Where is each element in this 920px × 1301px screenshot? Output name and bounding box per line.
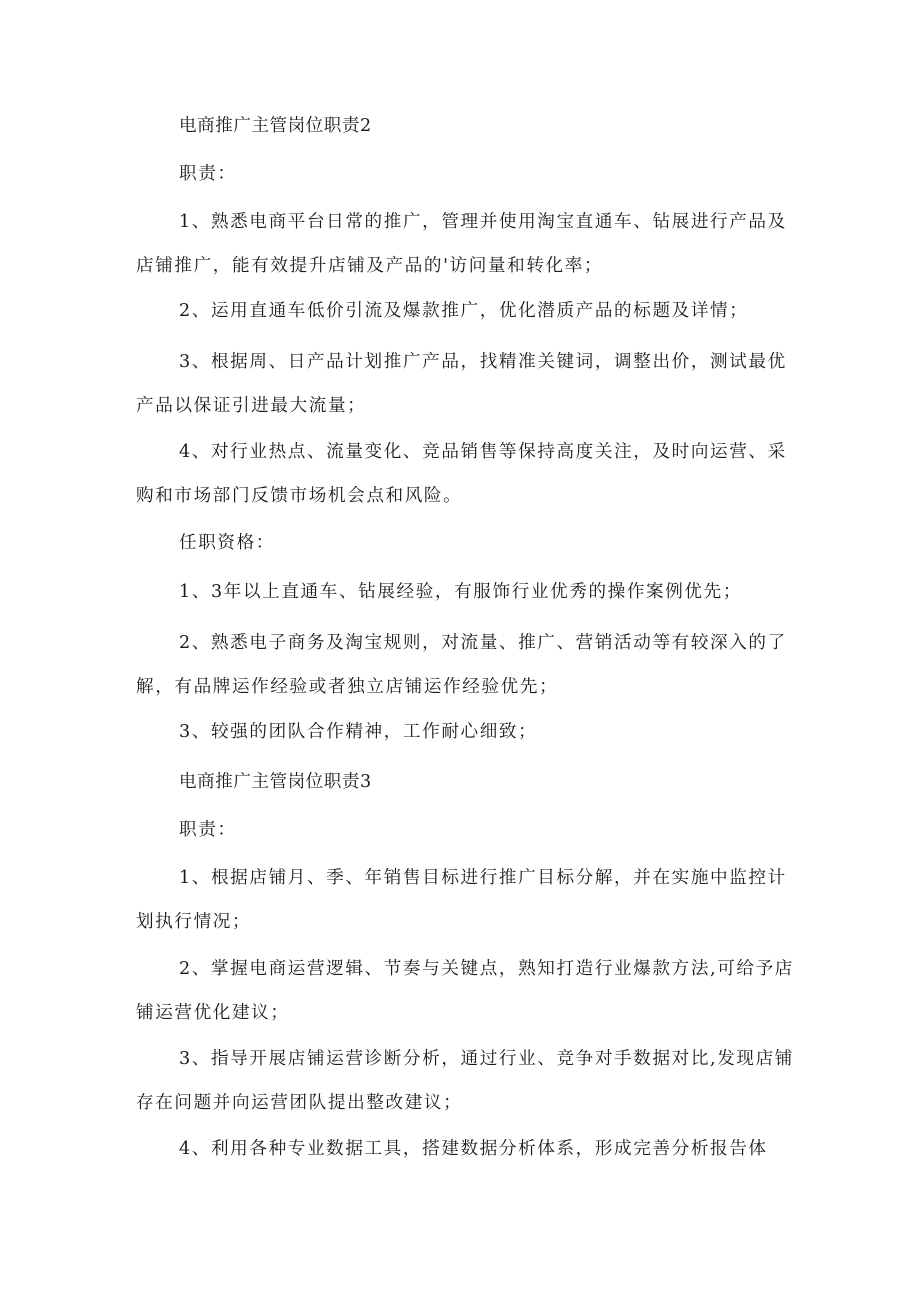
section2-duties-label: 职责： <box>179 164 237 184</box>
section2-duty-2: 2、运用直通车低价引流及爆款推广，优化潜质产品的标题及详情； <box>179 301 749 321</box>
section2-qualification-2: 2、熟悉电子商务及淘宝规则，对流量、推广、营销活动等有较深入的了解，有品牌运作经验或者独立店铺运作经验优先； <box>136 633 787 697</box>
section3-duty-1: 1、根据店铺月、季、年销售目标进行推广目标分解，并在实施中监控计划执行情况； <box>136 868 787 932</box>
section3-duty-3: 3、指导开展店铺运营诊断分析，通过行业、竞争对手数据对比,发现店铺存在问题并向运营团队提出整改建议； <box>136 1049 794 1113</box>
section3-duties-label: 职责： <box>179 820 237 840</box>
section2-title: 电商推广主管岗位职责2 <box>179 116 372 136</box>
section2-duty-1: 1、熟悉电商平台日常的推广，管理并使用淘宝直通车、钻展进行产品及店铺推广，能有效提升店铺及产品的'访问量和转化率； <box>136 212 787 276</box>
section3-duty-2: 2、掌握电商运营逻辑、节奏与关键点，熟知打造行业爆款方法,可给予店铺运营优化建议； <box>136 959 794 1023</box>
section3-duty-4: 4、利用各种专业数据工具，搭建数据分析体系，形成完善分析报告体 <box>179 1139 768 1159</box>
section3-title: 电商推广主管岗位职责3 <box>179 772 372 792</box>
section2-qualifications-label: 任职资格： <box>179 533 275 553</box>
section2-qualification-3: 3、较强的团队合作精神，工作耐心细致； <box>179 722 538 742</box>
section2-duty-3: 3、根据周、日产品计划推广产品，找精准关键词，调整出价，测试最优产品以保证引进最大流量； <box>136 352 787 416</box>
section2-qualification-1: 1、3年以上直通车、钻展经验，有服饰行业优秀的操作案例优先； <box>179 582 743 602</box>
section2-duty-4: 4、对行业热点、流量变化、竞品销售等保持高度关注，及时向运营、采购和市场部门反馈市场机会点和风险。 <box>136 442 787 506</box>
